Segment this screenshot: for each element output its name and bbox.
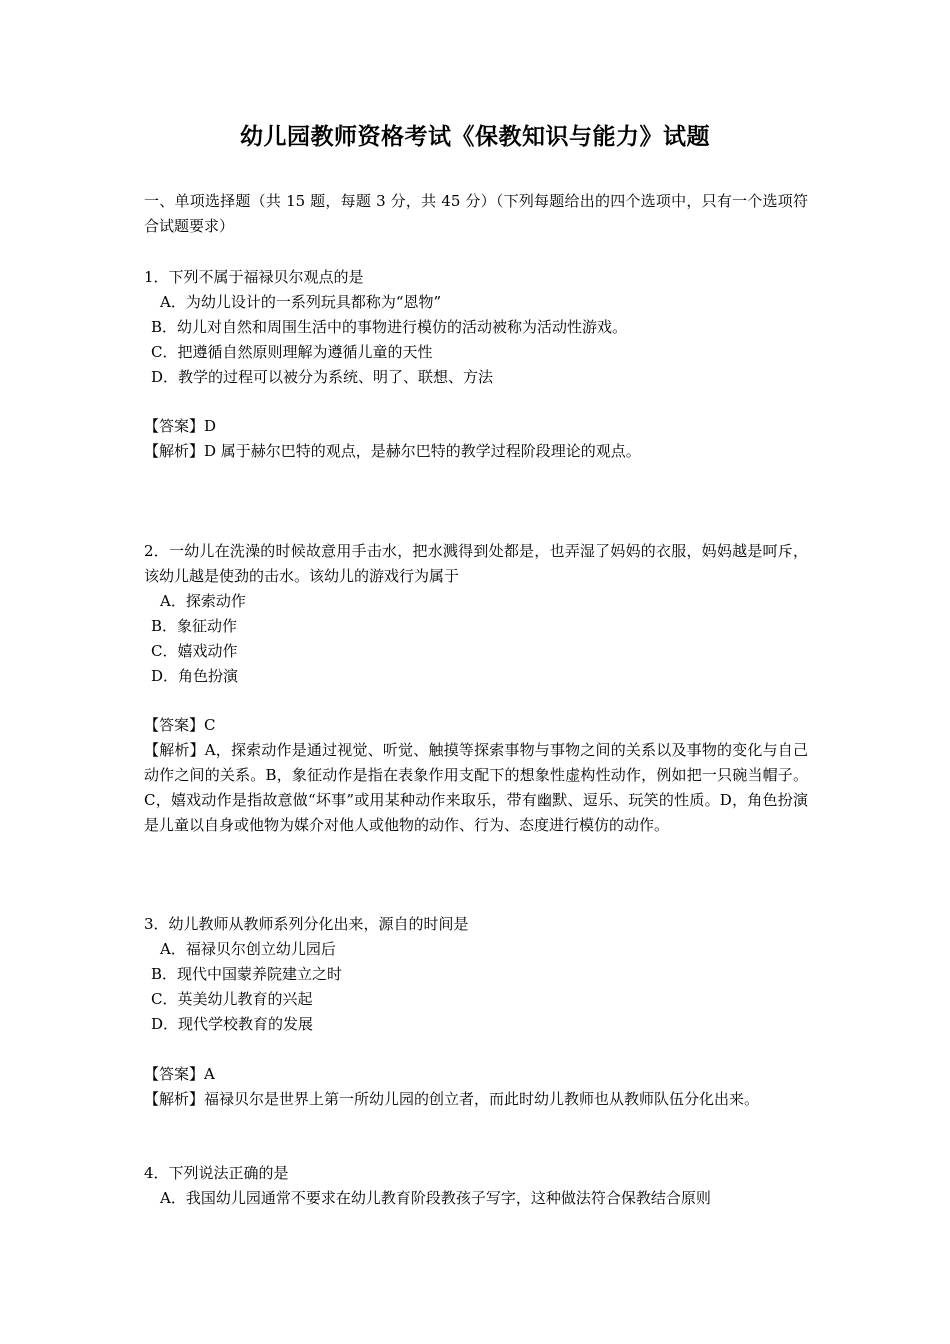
question-1-option-d: D．教学的过程可以被分为系统、明了、联想、方法 [151,368,494,386]
question-1-option-c: C．把遵循自然原则理解为遵循儿童的天性 [151,343,433,361]
question-2-answer: 【答案】C [144,716,216,734]
question-4-option-a: A．我国幼儿园通常不要求在幼儿教育阶段教孩子写字，这种做法符合保教结合原则 [160,1189,711,1207]
question-3-option-d: D．现代学校教育的发展 [151,1015,314,1033]
question-3-option-c: C．英美幼儿教育的兴起 [151,990,313,1008]
question-2-option-a: A．探索动作 [160,592,246,610]
document-title: 幼儿园教师资格考试《保教知识与能力》试题 [240,123,710,150]
question-3-option-a: A．福禄贝尔创立幼儿园后 [160,940,336,958]
question-1-option-a: A．为幼儿设计的一系列玩具都称为“恩物” [160,293,442,311]
question-2-option-c: C．嬉戏动作 [151,642,238,660]
section-heading: 一、单项选择题（共 15 题，每题 3 分，共 45 分）（下列每题给出的四个选项中，只有一个选项符合试题要求） [144,192,808,235]
question-2-stem: 2．一幼儿在洗澡的时候故意用手击水，把水溅得到处都是，也弄湿了妈妈的衣服，妈妈越是呵斥，该幼儿越是使劲的击水。该幼儿的游戏行为属于 [144,542,808,585]
question-3-stem: 3．幼儿教师从教师系列分化出来，源自的时间是 [144,915,469,933]
question-3-option-b: B．现代中国蒙养院建立之时 [151,965,343,983]
question-1-answer: 【答案】D [144,417,217,435]
question-2-option-d: D．角色扮演 [151,667,239,685]
question-3-answer: 【答案】A [144,1065,215,1083]
question-4-stem: 4．下列说法正确的是 [144,1164,289,1182]
question-1-analysis: 【解析】D 属于赫尔巴特的观点，是赫尔巴特的教学过程阶段理论的观点。 [144,442,641,460]
question-2-analysis: 【解析】A，探索动作是通过视觉、听觉、触摸等探索事物与事物之间的关系以及事物的变化与自己动作之间的关系。B，象征动作是指在表象作用支配下的想象性虚构性动作，例如把一只碗当帽子。C，嬉戏动作是指故意做“坏事”或用某种动作来取乐，带有幽默、逗乐、玩笑的性质。D，角色扮演是儿童以自身或他物为媒介对他人或他物的动作、行为、态度进行模仿的动作。 [144,741,808,834]
question-1-option-b: B．幼儿对自然和周围生活中的事物进行模仿的活动被称为活动性游戏。 [151,318,628,336]
question-3-analysis: 【解析】福禄贝尔是世界上第一所幼儿园的创立者，而此时幼儿教师也从教师队伍分化出来。 [144,1090,760,1108]
question-2-option-b: B．象征动作 [151,617,238,635]
question-1-stem: 1．下列不属于福禄贝尔观点的是 [144,268,364,286]
